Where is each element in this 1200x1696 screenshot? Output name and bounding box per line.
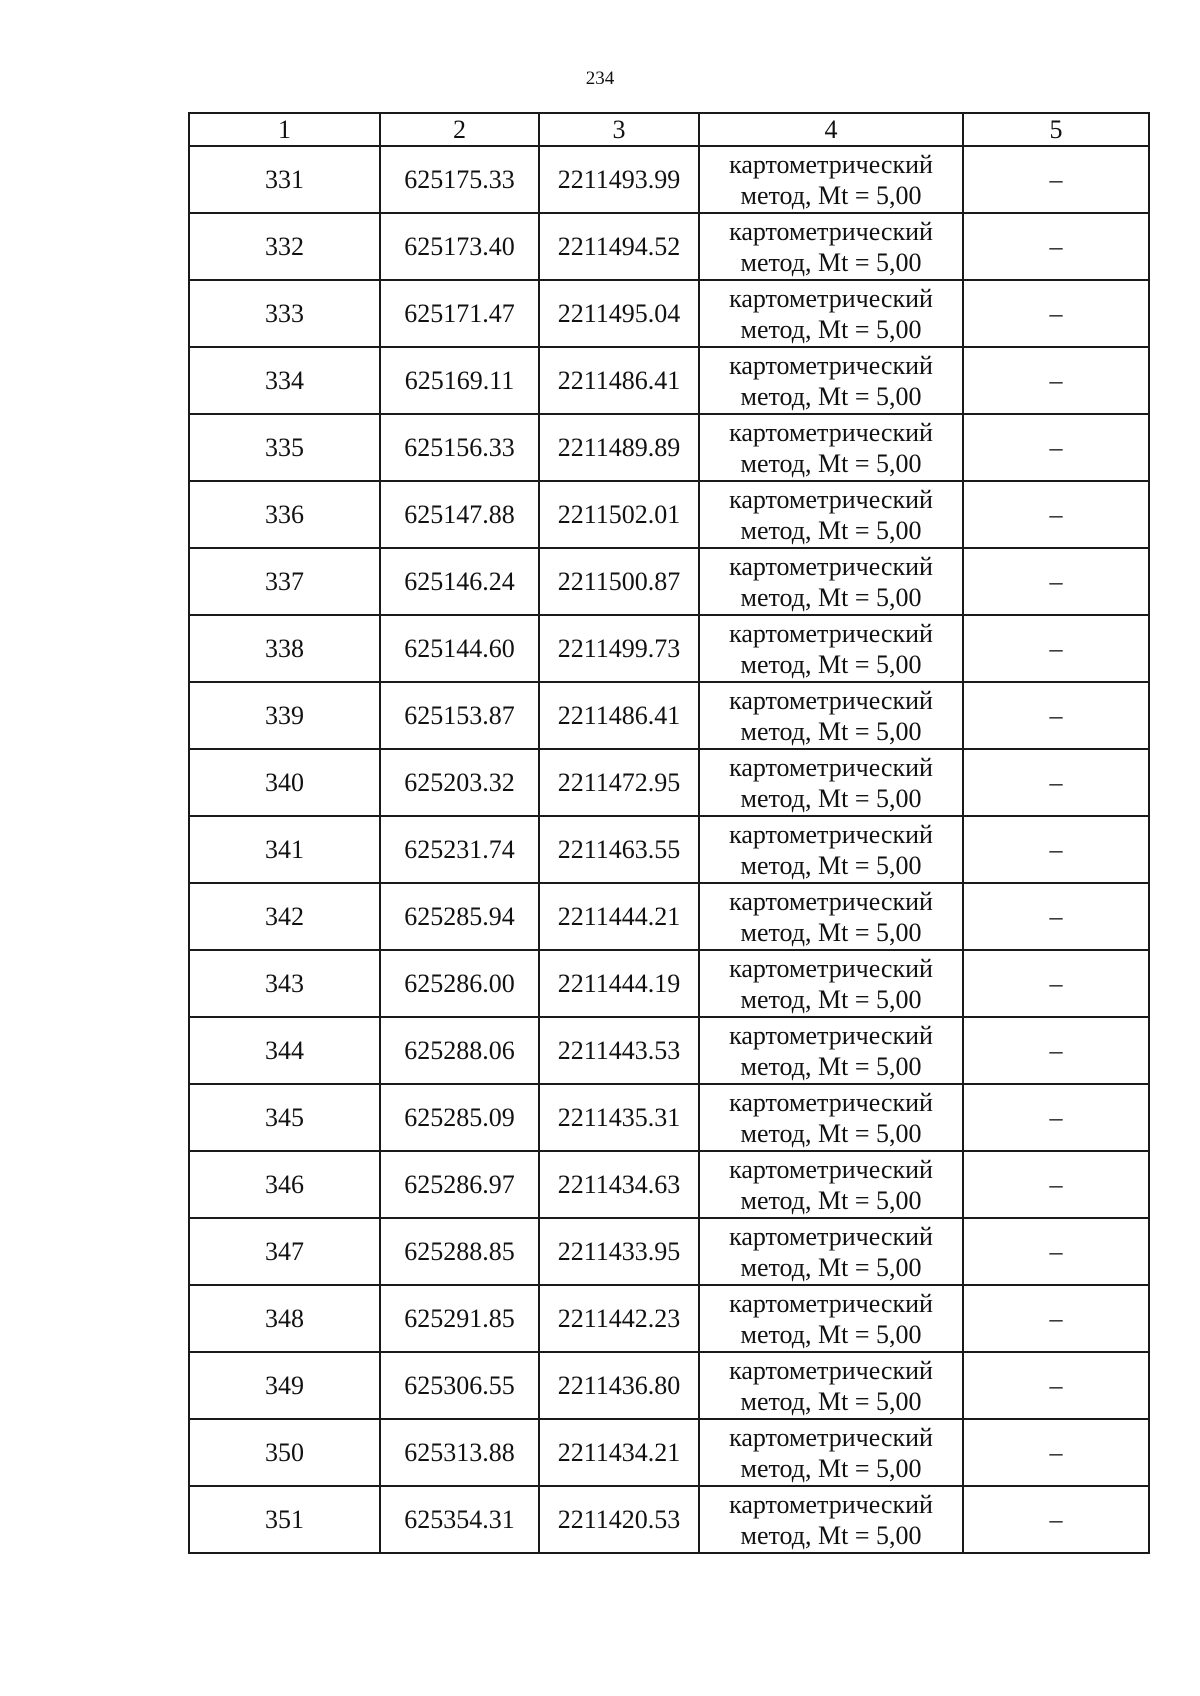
point-number-cell: 344 — [189, 1017, 380, 1084]
note-cell: – — [963, 414, 1149, 481]
x-coordinate-cell: 625288.85 — [380, 1218, 539, 1285]
column-header-4: 4 — [699, 113, 963, 146]
x-coordinate-cell: 625203.32 — [380, 749, 539, 816]
point-number-cell: 346 — [189, 1151, 380, 1218]
method-line-1: картометрический — [729, 350, 933, 380]
point-number-cell: 350 — [189, 1419, 380, 1486]
coordinates-table — [188, 112, 1150, 1554]
method-line-1: картометрический — [729, 1087, 933, 1117]
note-cell: – — [963, 1218, 1149, 1285]
table-row — [189, 347, 1149, 414]
table-row — [189, 481, 1149, 548]
method-line-2: метод, Mt = 5,00 — [740, 314, 922, 344]
method-line-1: картометрический — [729, 752, 933, 782]
y-coordinate-cell: 2211434.63 — [539, 1151, 699, 1218]
method-line-2: метод, Mt = 5,00 — [740, 850, 922, 880]
method-line-2: метод, Mt = 5,00 — [740, 1185, 922, 1215]
method-line-1: картометрический — [729, 216, 933, 246]
method-line-1: картометрический — [729, 149, 933, 179]
table-row — [189, 615, 1149, 682]
y-coordinate-cell: 2211420.53 — [539, 1486, 699, 1553]
table-row — [189, 883, 1149, 950]
method-line-2: метод, Mt = 5,00 — [740, 1520, 922, 1550]
note-cell: – — [963, 1486, 1149, 1553]
method-line-1: картометрический — [729, 1020, 933, 1050]
method-line-2: метод, Mt = 5,00 — [740, 448, 922, 478]
note-cell: – — [963, 347, 1149, 414]
column-header-5: 5 — [963, 113, 1149, 146]
method-line-1: картометрический — [729, 886, 933, 916]
method-line-2: метод, Mt = 5,00 — [740, 1386, 922, 1416]
x-coordinate-cell: 625286.00 — [380, 950, 539, 1017]
y-coordinate-cell: 2211443.53 — [539, 1017, 699, 1084]
note-cell: – — [963, 682, 1149, 749]
note-cell: – — [963, 481, 1149, 548]
note-cell: – — [963, 146, 1149, 213]
point-number-cell: 343 — [189, 950, 380, 1017]
table-row — [189, 414, 1149, 481]
table-row — [189, 1285, 1149, 1352]
method-cell — [699, 146, 963, 213]
point-number-cell: 332 — [189, 213, 380, 280]
method-cell — [699, 347, 963, 414]
y-coordinate-cell: 2211436.80 — [539, 1352, 699, 1419]
method-line-2: метод, Mt = 5,00 — [740, 1453, 922, 1483]
y-coordinate-cell: 2211489.89 — [539, 414, 699, 481]
table-row — [189, 1486, 1149, 1553]
y-coordinate-cell: 2211435.31 — [539, 1084, 699, 1151]
point-number-cell: 335 — [189, 414, 380, 481]
note-cell: – — [963, 213, 1149, 280]
y-coordinate-cell: 2211495.04 — [539, 280, 699, 347]
y-coordinate-cell: 2211499.73 — [539, 615, 699, 682]
x-coordinate-cell: 625153.87 — [380, 682, 539, 749]
note-cell: – — [963, 280, 1149, 347]
method-line-2: метод, Mt = 5,00 — [740, 180, 922, 210]
method-cell — [699, 816, 963, 883]
note-cell: – — [963, 749, 1149, 816]
y-coordinate-cell: 2211463.55 — [539, 816, 699, 883]
point-number-cell: 336 — [189, 481, 380, 548]
y-coordinate-cell: 2211433.95 — [539, 1218, 699, 1285]
method-line-1: картометрический — [729, 953, 933, 983]
y-coordinate-cell: 2211500.87 — [539, 548, 699, 615]
point-number-cell: 348 — [189, 1285, 380, 1352]
x-coordinate-cell: 625171.47 — [380, 280, 539, 347]
header-row — [189, 113, 1149, 146]
note-cell: – — [963, 1151, 1149, 1218]
x-coordinate-cell: 625169.11 — [380, 347, 539, 414]
table-row — [189, 682, 1149, 749]
method-cell — [699, 950, 963, 1017]
point-number-cell: 349 — [189, 1352, 380, 1419]
method-line-2: метод, Mt = 5,00 — [740, 783, 922, 813]
y-coordinate-cell: 2211444.21 — [539, 883, 699, 950]
y-coordinate-cell: 2211493.99 — [539, 146, 699, 213]
note-cell: – — [963, 883, 1149, 950]
method-cell — [699, 213, 963, 280]
method-line-2: метод, Mt = 5,00 — [740, 1118, 922, 1148]
table-row — [189, 1352, 1149, 1419]
table-row — [189, 280, 1149, 347]
y-coordinate-cell: 2211442.23 — [539, 1285, 699, 1352]
note-cell: – — [963, 1419, 1149, 1486]
method-cell — [699, 682, 963, 749]
point-number-cell: 337 — [189, 548, 380, 615]
method-line-2: метод, Mt = 5,00 — [740, 716, 922, 746]
method-cell — [699, 280, 963, 347]
method-line-1: картометрический — [729, 1422, 933, 1452]
point-number-cell: 347 — [189, 1218, 380, 1285]
table-row — [189, 1218, 1149, 1285]
x-coordinate-cell: 625285.94 — [380, 883, 539, 950]
method-cell — [699, 1419, 963, 1486]
method-line-1: картометрический — [729, 685, 933, 715]
y-coordinate-cell: 2211444.19 — [539, 950, 699, 1017]
point-number-cell: 342 — [189, 883, 380, 950]
method-line-1: картометрический — [729, 283, 933, 313]
method-cell — [699, 481, 963, 548]
method-cell — [699, 1151, 963, 1218]
method-cell — [699, 749, 963, 816]
method-line-2: метод, Mt = 5,00 — [740, 381, 922, 411]
method-cell — [699, 414, 963, 481]
table-body — [189, 146, 1149, 1553]
note-cell: – — [963, 950, 1149, 1017]
method-cell — [699, 548, 963, 615]
method-line-1: картометрический — [729, 1489, 933, 1519]
table-row — [189, 950, 1149, 1017]
point-number-cell: 351 — [189, 1486, 380, 1553]
table-row — [189, 548, 1149, 615]
table-row — [189, 816, 1149, 883]
point-number-cell: 334 — [189, 347, 380, 414]
method-line-2: метод, Mt = 5,00 — [740, 1319, 922, 1349]
method-line-2: метод, Mt = 5,00 — [740, 917, 922, 947]
method-cell — [699, 1017, 963, 1084]
method-line-1: картометрический — [729, 819, 933, 849]
x-coordinate-cell: 625285.09 — [380, 1084, 539, 1151]
y-coordinate-cell: 2211494.52 — [539, 213, 699, 280]
y-coordinate-cell: 2211486.41 — [539, 347, 699, 414]
x-coordinate-cell: 625306.55 — [380, 1352, 539, 1419]
method-line-1: картометрический — [729, 1288, 933, 1318]
method-line-1: картометрический — [729, 551, 933, 581]
y-coordinate-cell: 2211502.01 — [539, 481, 699, 548]
table-row — [189, 749, 1149, 816]
note-cell: – — [963, 1017, 1149, 1084]
y-coordinate-cell: 2211472.95 — [539, 749, 699, 816]
method-cell — [699, 1285, 963, 1352]
method-line-1: картометрический — [729, 1221, 933, 1251]
method-line-1: картометрический — [729, 618, 933, 648]
table-row — [189, 1151, 1149, 1218]
x-coordinate-cell: 625354.31 — [380, 1486, 539, 1553]
point-number-cell: 331 — [189, 146, 380, 213]
method-cell — [699, 615, 963, 682]
table-row — [189, 1017, 1149, 1084]
note-cell: – — [963, 816, 1149, 883]
method-cell — [699, 1218, 963, 1285]
method-cell — [699, 1352, 963, 1419]
note-cell: – — [963, 615, 1149, 682]
method-line-2: метод, Mt = 5,00 — [740, 984, 922, 1014]
x-coordinate-cell: 625147.88 — [380, 481, 539, 548]
x-coordinate-cell: 625146.24 — [380, 548, 539, 615]
x-coordinate-cell: 625291.85 — [380, 1285, 539, 1352]
table-header — [189, 113, 1149, 146]
column-header-3: 3 — [539, 113, 699, 146]
table-row — [189, 146, 1149, 213]
page-number: 234 — [585, 68, 615, 89]
method-line-1: картометрический — [729, 1355, 933, 1385]
table-row — [189, 1084, 1149, 1151]
y-coordinate-cell: 2211434.21 — [539, 1419, 699, 1486]
method-line-2: метод, Mt = 5,00 — [740, 649, 922, 679]
method-cell — [699, 883, 963, 950]
method-line-2: метод, Mt = 5,00 — [740, 1051, 922, 1081]
y-coordinate-cell: 2211486.41 — [539, 682, 699, 749]
method-cell — [699, 1084, 963, 1151]
point-number-cell: 338 — [189, 615, 380, 682]
method-cell — [699, 1486, 963, 1553]
point-number-cell: 339 — [189, 682, 380, 749]
point-number-cell: 340 — [189, 749, 380, 816]
column-header-2: 2 — [380, 113, 539, 146]
x-coordinate-cell: 625173.40 — [380, 213, 539, 280]
method-line-1: картометрический — [729, 484, 933, 514]
method-line-2: метод, Mt = 5,00 — [740, 582, 922, 612]
x-coordinate-cell: 625231.74 — [380, 816, 539, 883]
x-coordinate-cell: 625288.06 — [380, 1017, 539, 1084]
table-row — [189, 1419, 1149, 1486]
note-cell: – — [963, 548, 1149, 615]
point-number-cell: 341 — [189, 816, 380, 883]
x-coordinate-cell: 625175.33 — [380, 146, 539, 213]
point-number-cell: 345 — [189, 1084, 380, 1151]
x-coordinate-cell: 625313.88 — [380, 1419, 539, 1486]
method-line-2: метод, Mt = 5,00 — [740, 1252, 922, 1282]
x-coordinate-cell: 625144.60 — [380, 615, 539, 682]
x-coordinate-cell: 625286.97 — [380, 1151, 539, 1218]
method-line-1: картометрический — [729, 417, 933, 447]
method-line-2: метод, Mt = 5,00 — [740, 515, 922, 545]
note-cell: – — [963, 1285, 1149, 1352]
method-line-1: картометрический — [729, 1154, 933, 1184]
x-coordinate-cell: 625156.33 — [380, 414, 539, 481]
table-row — [189, 213, 1149, 280]
method-line-2: метод, Mt = 5,00 — [740, 247, 922, 277]
column-header-1: 1 — [189, 113, 380, 146]
point-number-cell: 333 — [189, 280, 380, 347]
note-cell: – — [963, 1352, 1149, 1419]
note-cell: – — [963, 1084, 1149, 1151]
